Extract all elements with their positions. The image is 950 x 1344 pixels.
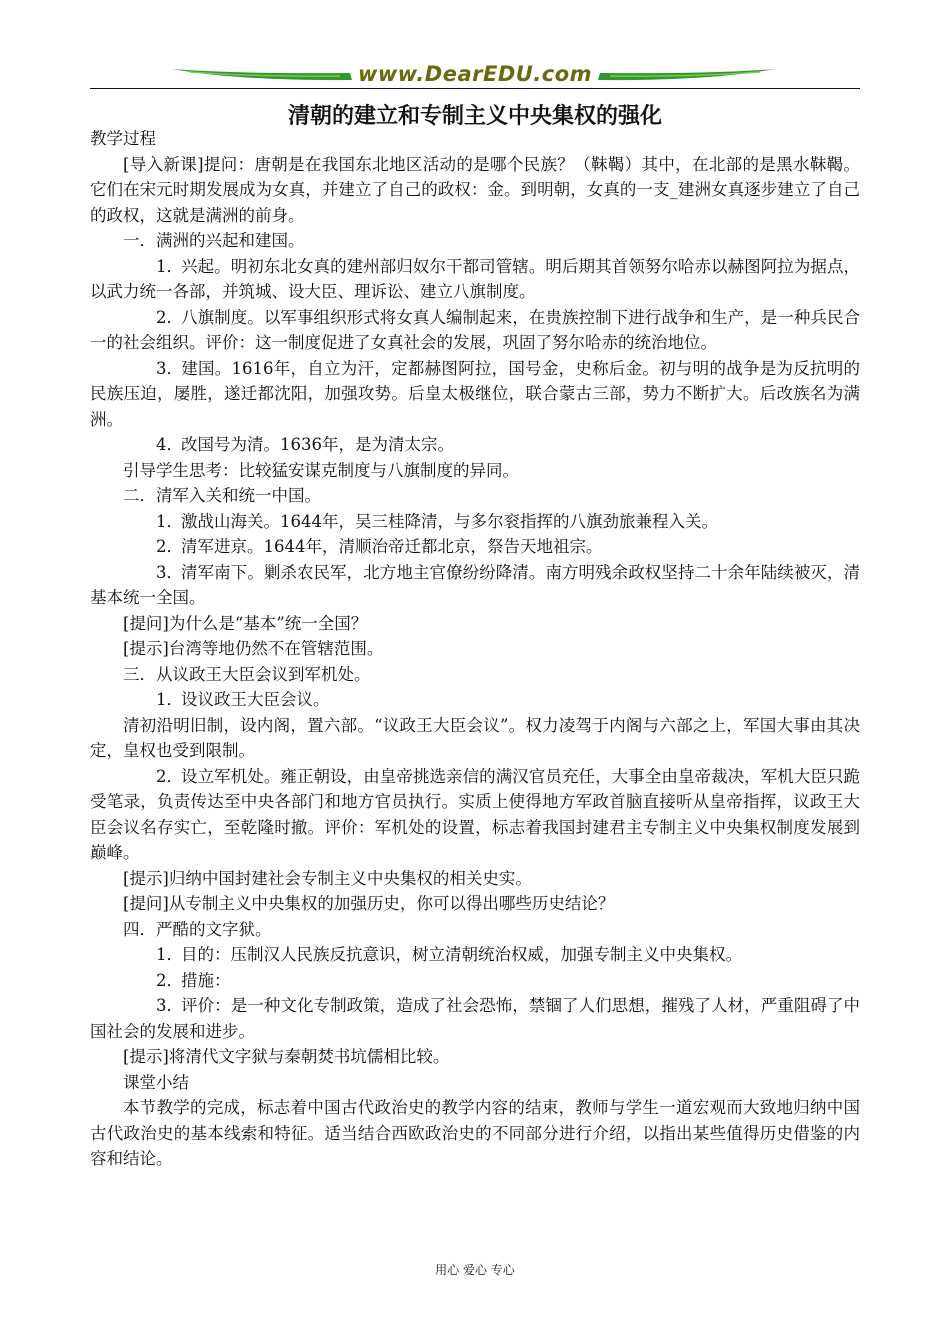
page-footer: 用心 爱心 专心 xyxy=(435,1263,515,1277)
section-2-item-2: 2．清军进京。1644年，清顺治帝迁都北京，祭告天地祖宗。 xyxy=(156,537,603,556)
intro-paragraph: [导入新课]提问：唐朝是在我国东北地区活动的是哪个民族？（靺鞨）其中，在北部的是黑水靺鞨。它们在宋元时期发展成为女真，并建立了自己的政权：金。到明朝，女真的一支_建洲女真逐步建立了自己的政权，这就是满洲的前身。 xyxy=(90,154,860,225)
section-1-heading: 一．满洲的兴起和建国。 xyxy=(123,231,305,250)
section-3-item-1: 1．设议政王大臣会议。 xyxy=(156,690,330,709)
section-1-guide: 引导学生思考：比较猛安谋克制度与八旗制度的异同。 xyxy=(123,460,519,480)
site-banner xyxy=(90,60,860,90)
section-1-item-1: 1．兴起。明初东北女真的建州部归奴尔干都司管辖。明后期其首领努尔哈赤以赫图阿拉为据点，以武力统一各部，并筑城、设大臣、理诉讼、建立八旗制度。 xyxy=(90,256,860,301)
section-4-item-1: 1．目的：压制汉人民族反抗意识，树立清朝统治权威，加强专制主义中央集权。 xyxy=(156,945,742,964)
section-2-hint: [提示]台湾等地仍然不在管辖范围。 xyxy=(123,639,384,658)
section-3-hint: [提示]归纳中国封建社会专制主义中央集权的相关史实。 xyxy=(123,868,532,888)
section-3-item-2: 2．设立军机处。雍正朝设，由皇帝挑选亲信的满汉官员充任，大事全由皇帝裁决，军机大臣只跪受笔录，负责传达至中央各部门和地方官员执行。实质上使得地方军政首脑直接听从皇帝指挥，议政王大臣会议名存实亡，至乾隆时撤。评价：军机处的设置，标志着我国封建君主专制主义中央集权制度发展到巅峰。 xyxy=(90,766,860,862)
section-2-item-3: 3．清军南下。剿杀农民军，北方地主官僚纷纷降清。南方明残余政权坚持二十余年陆续被灭，清基本统一全国。 xyxy=(90,562,860,607)
section-4-heading: 四．严酷的文字狱。 xyxy=(123,919,272,939)
section-2-item-1: 1．激战山海关。1644年，吴三桂降清，与多尔衮指挥的八旗劲旅兼程入关。 xyxy=(156,511,718,531)
header-rule xyxy=(90,88,860,89)
page-title: 清朝的建立和专制主义中央集权的强化 xyxy=(287,104,662,129)
section-3-paragraph: 清初沿明旧制，设内阁，置六部。“议政王大臣会议”。权力凌驾于内阁与六部之上，军国大事由其决定，皇权也受到限制。 xyxy=(90,715,860,760)
label-process: 教学过程 xyxy=(90,129,156,148)
section-1-item-2: 2．八旗制度。以军事组织形式将女真人编制起来，在贵族控制下进行战争和生产，是一种兵民合一的社会组织。评价：这一制度促进了女真社会的发展，巩固了努尔哈赤的统治地位。 xyxy=(90,307,860,352)
site-url: www.DearEDU.com xyxy=(357,62,593,86)
summary-label: 课堂小结 xyxy=(123,1072,189,1092)
section-4-hint: [提示]将清代文字狱与秦朝焚书坑儒相比较。 xyxy=(123,1047,450,1066)
section-3-question: [提问]从专制主义中央集权的加强历史，你可以得出哪些历史结论？ xyxy=(123,894,615,913)
section-2-question: [提问]为什么是“基本”统一全国？ xyxy=(123,613,368,633)
section-4-item-2: 2．措施： xyxy=(156,970,231,990)
section-2-heading: 二．清军入关和统一中国。 xyxy=(123,486,321,505)
summary-paragraph: 本节教学的完成，标志着中国古代政治史的教学内容的结束，教师与学生一道宏观而大致地归纳中国古代政治史的基本线索和特征。适当结合西欧政治史的不同部分进行介绍，以指出某些值得历史借鉴的内容和结论。 xyxy=(90,1098,860,1168)
section-4-item-3: 3．评价：是一种文化专制政策，造成了社会恐怖，禁锢了人们思想，摧残了人材，严重阻碍了中国社会的发展和进步。 xyxy=(90,996,860,1041)
section-1-item-3: 3．建国。1616年，自立为汗，定都赫图阿拉，国号金，史称后金。初与明的战争是为反抗明的民族压迫，屡胜，遂迁都沈阳，加强攻势。后皇太极继位，联合蒙古三部，势力不断扩大。后改族名为满洲。 xyxy=(90,358,860,429)
section-3-heading: 三．从议政王大臣会议到军机处。 xyxy=(123,664,371,684)
section-1-item-4: 4．改国号为清。1636年，是为清太宗。 xyxy=(156,435,454,454)
document-body xyxy=(90,126,860,1172)
